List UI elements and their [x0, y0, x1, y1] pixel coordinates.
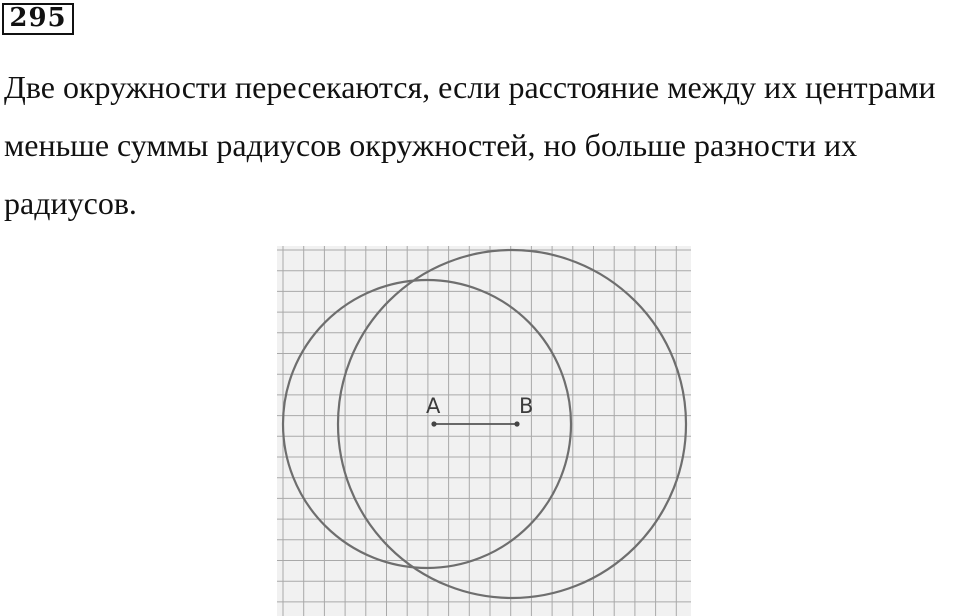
- statement-line-2: меньше суммы радиусов окружностей, но больше разности их: [4, 127, 858, 163]
- point-a-label: A: [426, 394, 441, 418]
- point-b-label: B: [519, 394, 534, 418]
- circle-a: [283, 280, 571, 568]
- statement-line-3: радиусов.: [4, 185, 137, 221]
- figure-svg: [277, 246, 691, 616]
- point-b: [514, 421, 519, 426]
- point-a: [431, 421, 436, 426]
- circles-figure: [277, 246, 691, 616]
- problem-number: 295: [2, 3, 74, 35]
- statement-line-1: Две окружности пересекаются, если расстояние между их центрами: [4, 69, 936, 105]
- problem-statement: [4, 58, 954, 232]
